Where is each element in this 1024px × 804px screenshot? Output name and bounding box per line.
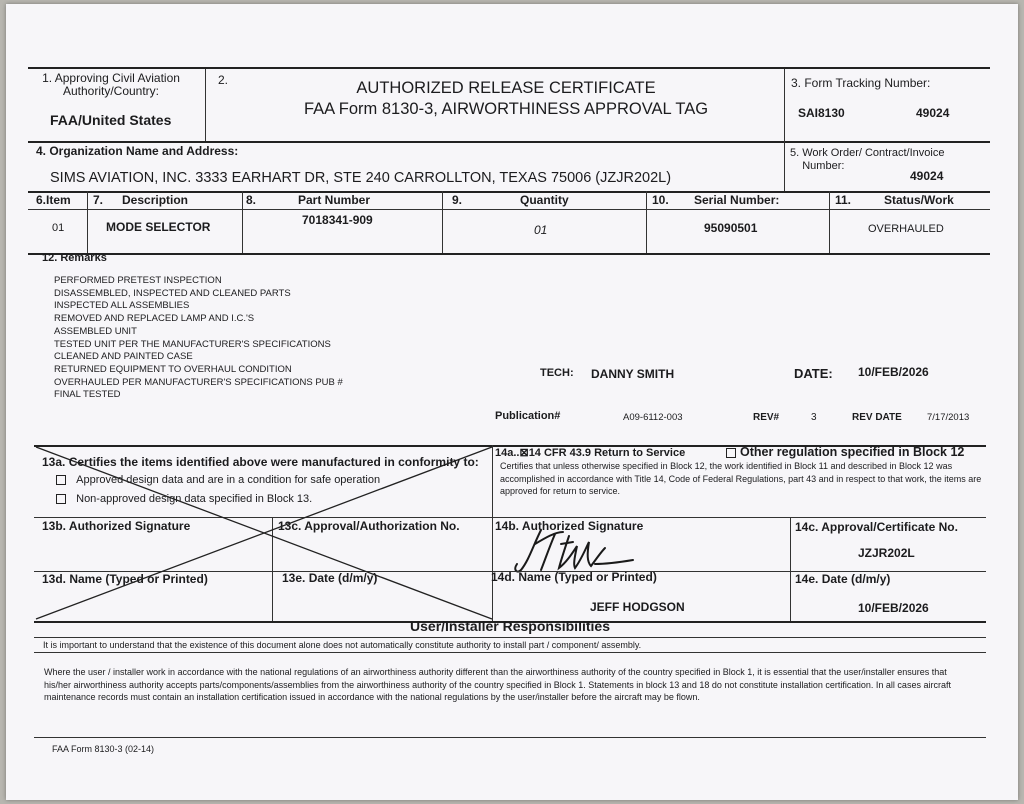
- divider: [205, 69, 206, 141]
- block14b-label: 14b. Authorized Signature: [495, 519, 644, 533]
- row-description: MODE SELECTOR: [106, 220, 211, 234]
- remarks-list: [54, 275, 343, 402]
- col-part-num: 8.: [246, 193, 257, 207]
- block13-void-cross: [34, 445, 494, 621]
- row-status: OVERHAULED: [868, 223, 944, 235]
- block13a-label: 13a. Certifies the items identified above were manufactured in conformity to:: [42, 455, 479, 469]
- rule: [28, 209, 990, 210]
- certificate-paper: [6, 4, 1018, 800]
- divider: [784, 141, 785, 191]
- checkbox-icon: [726, 448, 736, 458]
- block14a-other-option: Other regulation specified in Block 12: [726, 445, 964, 459]
- divider: [442, 191, 443, 253]
- rule: [34, 637, 986, 638]
- remark-line: PERFORMED PRETEST INSPECTION: [54, 275, 222, 286]
- form-title: AUTHORIZED RELEASE CERTIFICATE FAA Form 8130-3, AIRWORTHINESS APPROVAL TAG: [303, 79, 709, 118]
- divider: [87, 191, 88, 253]
- col-qty-num: 9.: [452, 193, 463, 207]
- col-item: 6.Item: [36, 193, 71, 207]
- block14a-statement: Certifies that unless otherwise specified in Block 12, the work identified in Block 11 and described in Block 12 was accomplished in accordance with Title 14, Code of Federal Regulations, part 43 and in respect to that work, the items are approved for return to service.: [500, 461, 982, 496]
- divider: [646, 191, 647, 253]
- date-label: DATE:: [794, 366, 833, 381]
- block13b-label: 13b. Authorized Signature: [42, 519, 191, 533]
- divider: [242, 191, 243, 253]
- rule: [34, 737, 986, 738]
- block13e-label: 13e. Date (d/m/y): [282, 571, 378, 585]
- tech-label: TECH:: [540, 367, 574, 379]
- col-quantity: Quantity: [520, 193, 569, 207]
- organization-address: SIMS AVIATION, INC. 3333 EARHART DR, STE 240 CARROLLTON, TEXAS 75006 (JZJR202L): [50, 170, 672, 186]
- work-order-number: 49024: [910, 169, 944, 183]
- block5-label: 5. Work Order/ Contract/Invoice Number:: [790, 147, 945, 172]
- block14c-label: 14c. Approval/Certificate No.: [795, 520, 958, 534]
- remark-line: TESTED UNIT PER THE MANUFACTURER'S SPECIFICATIONS: [54, 338, 331, 350]
- block1-value: FAA/United States: [50, 112, 172, 128]
- rev-label: REV#: [753, 412, 780, 423]
- col-description: Description: [122, 193, 189, 207]
- top-rule: [28, 67, 990, 69]
- rev-value: 3: [811, 412, 817, 423]
- responsibilities-title: User/Installer Responsibilities: [410, 618, 610, 634]
- col-serial-number: Serial Number:: [694, 193, 780, 207]
- checked-box-icon: ⊠: [519, 447, 529, 459]
- divider: [790, 517, 791, 621]
- rev-date-value: 7/17/2013: [927, 412, 970, 423]
- responsibilities-notice: It is important to understand that the existence of this document alone does not automatically constitute authority to install part / component/ assembly.: [43, 640, 642, 650]
- block3-label: 3. Form Tracking Number:: [791, 76, 931, 90]
- tracking-prefix: SAI8130: [798, 106, 845, 120]
- approval-certificate-number: JZJR202L: [858, 546, 915, 560]
- row-serial-number: 95090501: [704, 221, 758, 235]
- block14e-label: 14e. Date (d/m/y): [795, 572, 891, 586]
- date-value: 10/FEB/2026: [858, 365, 929, 379]
- block13c-label: 13c. Approval/Authorization No.: [278, 519, 460, 533]
- rule: [34, 652, 986, 653]
- rule: [28, 141, 990, 143]
- remark-line: RETURNED EQUIPMENT TO OVERHAUL CONDITION: [54, 363, 292, 375]
- remark-line: DISASSEMBLED, INSPECTED AND CLEANED PARTS: [54, 287, 291, 299]
- remark-line: REMOVED AND REPLACED LAMP AND I.C.'S: [54, 313, 255, 325]
- divider: [829, 191, 830, 253]
- block14d-label: 14d. Name (Typed or Printed): [491, 570, 657, 584]
- signature-icon: [511, 524, 641, 576]
- block14a-label: 14a..⊠14 CFR 43.9 Return to Service: [495, 447, 686, 459]
- signer-name: JEFF HODGSON: [590, 600, 685, 614]
- remark-line: OVERHAULED PER MANUFACTURER'S SPECIFICATIONS PUB #: [54, 376, 343, 388]
- publication-value: A09-6112-003: [623, 412, 683, 423]
- tech-name: DANNY SMITH: [591, 367, 675, 381]
- remark-line: ASSEMBLED UNIT: [54, 325, 137, 337]
- remark-line: FINAL TESTED: [54, 389, 121, 401]
- block13a-option-nonapproved: Non-approved design data specified in Block 13.: [56, 493, 312, 505]
- block12-label: 12. Remarks: [42, 252, 107, 264]
- row-part-number: 7018341-909: [302, 213, 373, 227]
- responsibilities-paragraph: Where the user / installer work in accordance with the national regulations of an airworthiness authority different than the airworthiness authority of the country specified in Block 1, it is essential that the user/installer ensures that his/her airworthiness authority accepts parts/components/assemblies from the airworthiness authority of the country specified in Block 1. Statements in block 13 and 18 do not constitute installation certification. In all cases aircraft maintenance records must contain an installation certification issued in accordance with the national regulations by the user/installer before the aircraft may be flown.: [44, 667, 951, 702]
- block2-label: 2.: [218, 73, 229, 87]
- row-item: 01: [52, 222, 65, 234]
- block13a-option-approved: Approved design data and are in a condition for safe operation: [56, 474, 380, 486]
- remark-line: INSPECTED ALL ASSEMBLIES: [54, 300, 190, 312]
- col-serial-num: 10.: [652, 193, 669, 207]
- block13d-label: 13d. Name (Typed or Printed): [42, 572, 208, 586]
- block4-label: 4. Organization Name and Address:: [36, 144, 239, 158]
- tracking-number: 49024: [916, 106, 950, 120]
- signature-date: 10/FEB/2026: [858, 601, 929, 615]
- block1-label: 1. Approving Civil Aviation Authority/Country:: [42, 71, 180, 98]
- rule: [28, 253, 990, 255]
- col-status: Status/Work: [884, 193, 954, 207]
- col-status-num: 11.: [835, 193, 852, 207]
- divider: [784, 69, 785, 141]
- rev-date-label: REV DATE: [852, 412, 902, 423]
- form-footer: FAA Form 8130-3 (02-14): [52, 744, 155, 754]
- remark-line: CLEANED AND PAINTED CASE: [54, 351, 193, 363]
- row-quantity: 01: [534, 223, 548, 237]
- publication-label: Publication#: [495, 410, 561, 422]
- col-desc-num: 7.: [93, 193, 104, 207]
- col-part-number: Part Number: [298, 193, 371, 207]
